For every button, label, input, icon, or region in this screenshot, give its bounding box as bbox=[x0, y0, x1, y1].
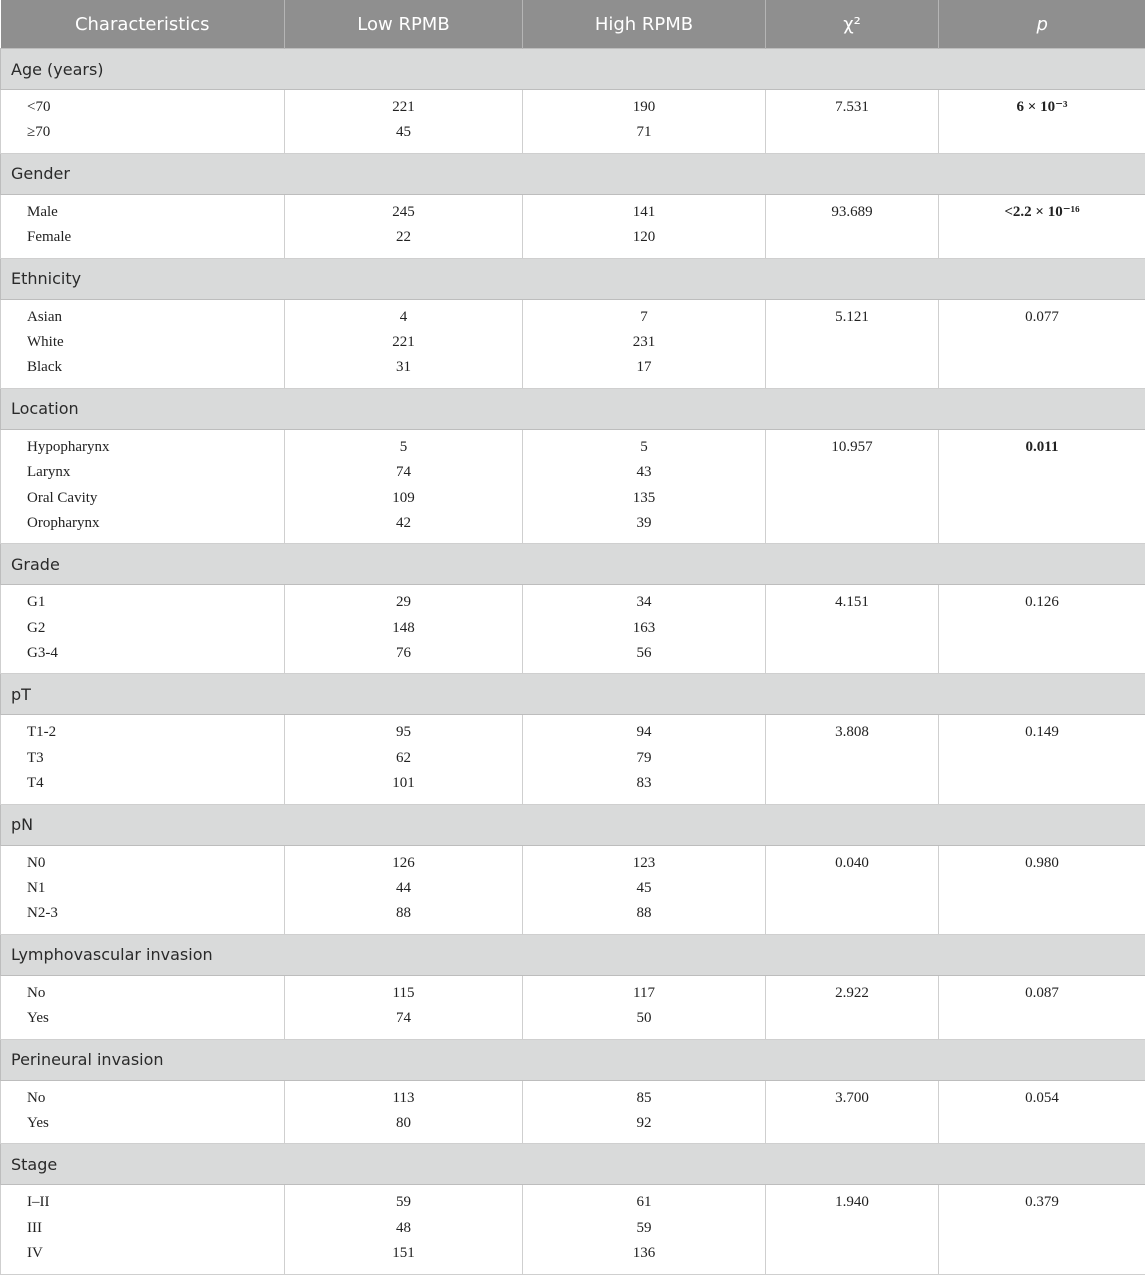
category-label-cell bbox=[1, 299, 285, 388]
section-title: Ethnicity bbox=[1, 258, 1145, 299]
high-rpmb-value: 120 bbox=[523, 225, 765, 250]
low-rpmb-value: 22 bbox=[285, 225, 522, 250]
high-rpmb-value: 17 bbox=[523, 355, 765, 380]
category-label-value: G3-4 bbox=[27, 641, 284, 666]
category-label-value: N2-3 bbox=[27, 901, 284, 926]
section-row bbox=[1, 49, 1145, 90]
p-value-cell bbox=[939, 429, 1145, 544]
section-title: pN bbox=[1, 804, 1145, 845]
p-value-cell bbox=[939, 975, 1145, 1039]
header-characteristics: Characteristics bbox=[1, 0, 285, 49]
table-row bbox=[1, 715, 1145, 804]
category-label-cell bbox=[1, 194, 285, 258]
high-rpmb-cell bbox=[523, 429, 766, 544]
p-value-value: <2.2 × 10⁻¹⁶ bbox=[939, 200, 1145, 225]
high-rpmb-value: 45 bbox=[523, 876, 765, 901]
high-rpmb-cell bbox=[523, 1185, 766, 1274]
high-rpmb-value: 71 bbox=[523, 120, 765, 145]
high-rpmb-value: 83 bbox=[523, 771, 765, 796]
high-rpmb-cell bbox=[523, 194, 766, 258]
category-label-value: Oropharynx bbox=[27, 511, 284, 536]
chi-square-value: 7.531 bbox=[766, 95, 938, 120]
low-rpmb-value: 62 bbox=[285, 746, 522, 771]
chi-square-value: 3.808 bbox=[766, 720, 938, 745]
low-rpmb-value: 4 bbox=[285, 305, 522, 330]
p-value-value: 0.011 bbox=[939, 435, 1145, 460]
high-rpmb-value: 56 bbox=[523, 641, 765, 666]
low-rpmb-value: 74 bbox=[285, 1006, 522, 1031]
low-rpmb-value: 80 bbox=[285, 1111, 522, 1136]
low-rpmb-value: 42 bbox=[285, 511, 522, 536]
category-label-value: N0 bbox=[27, 851, 284, 876]
low-rpmb-cell bbox=[285, 1185, 523, 1274]
category-label-value: G2 bbox=[27, 616, 284, 641]
chi-square-value: 0.040 bbox=[766, 851, 938, 876]
low-rpmb-value: 29 bbox=[285, 590, 522, 615]
chi-square-value: 3.700 bbox=[766, 1086, 938, 1111]
low-rpmb-cell bbox=[285, 429, 523, 544]
high-rpmb-cell bbox=[523, 845, 766, 934]
low-rpmb-value: 95 bbox=[285, 720, 522, 745]
header-row bbox=[1, 0, 1145, 49]
chi-square-value: 2.922 bbox=[766, 981, 938, 1006]
category-label-cell bbox=[1, 1185, 285, 1274]
low-rpmb-cell bbox=[285, 715, 523, 804]
low-rpmb-value: 101 bbox=[285, 771, 522, 796]
high-rpmb-value: 88 bbox=[523, 901, 765, 926]
p-value-cell bbox=[939, 90, 1145, 154]
chi-square-cell bbox=[766, 715, 939, 804]
chi-square-cell bbox=[766, 845, 939, 934]
category-label-cell bbox=[1, 975, 285, 1039]
low-rpmb-value: 151 bbox=[285, 1241, 522, 1266]
section-title: Stage bbox=[1, 1144, 1145, 1185]
low-rpmb-cell bbox=[285, 194, 523, 258]
category-label-value: Oral Cavity bbox=[27, 486, 284, 511]
low-rpmb-value: 76 bbox=[285, 641, 522, 666]
section-row bbox=[1, 674, 1145, 715]
chi-square-cell bbox=[766, 1080, 939, 1144]
low-rpmb-cell bbox=[285, 975, 523, 1039]
chi-square-value: 93.689 bbox=[766, 200, 938, 225]
category-label-value: No bbox=[27, 1086, 284, 1111]
low-rpmb-value: 148 bbox=[285, 616, 522, 641]
section-title: Gender bbox=[1, 153, 1145, 194]
high-rpmb-cell bbox=[523, 299, 766, 388]
category-label-value: N1 bbox=[27, 876, 284, 901]
chi-square-cell bbox=[766, 194, 939, 258]
high-rpmb-value: 79 bbox=[523, 746, 765, 771]
category-label-value: Asian bbox=[27, 305, 284, 330]
category-label-value: T3 bbox=[27, 746, 284, 771]
high-rpmb-value: 136 bbox=[523, 1241, 765, 1266]
high-rpmb-value: 92 bbox=[523, 1111, 765, 1136]
category-label-value: III bbox=[27, 1216, 284, 1241]
high-rpmb-value: 117 bbox=[523, 981, 765, 1006]
high-rpmb-cell bbox=[523, 1080, 766, 1144]
table-row bbox=[1, 1185, 1145, 1274]
chi-square-cell bbox=[766, 299, 939, 388]
low-rpmb-cell bbox=[285, 1080, 523, 1144]
section-row bbox=[1, 804, 1145, 845]
section-title: pT bbox=[1, 674, 1145, 715]
category-label-value: White bbox=[27, 330, 284, 355]
p-value-cell bbox=[939, 845, 1145, 934]
chi-square-value: 5.121 bbox=[766, 305, 938, 330]
table-row bbox=[1, 194, 1145, 258]
category-label-value: Larynx bbox=[27, 460, 284, 485]
low-rpmb-value: 113 bbox=[285, 1086, 522, 1111]
high-rpmb-cell bbox=[523, 90, 766, 154]
low-rpmb-value: 109 bbox=[285, 486, 522, 511]
low-rpmb-cell bbox=[285, 90, 523, 154]
section-row bbox=[1, 388, 1145, 429]
chi-square-value: 10.957 bbox=[766, 435, 938, 460]
high-rpmb-value: 50 bbox=[523, 1006, 765, 1031]
table-row bbox=[1, 975, 1145, 1039]
p-value-value: 0.054 bbox=[939, 1086, 1145, 1111]
category-label-value: Male bbox=[27, 200, 284, 225]
category-label-value: Yes bbox=[27, 1111, 284, 1136]
category-label-cell bbox=[1, 585, 285, 674]
high-rpmb-value: 39 bbox=[523, 511, 765, 536]
p-value-value: 6 × 10⁻³ bbox=[939, 95, 1145, 120]
p-value-value: 0.126 bbox=[939, 590, 1145, 615]
category-label-cell bbox=[1, 715, 285, 804]
table-row bbox=[1, 90, 1145, 154]
header-chi-square: χ² bbox=[766, 0, 939, 49]
category-label-value: Hypopharynx bbox=[27, 435, 284, 460]
high-rpmb-value: 141 bbox=[523, 200, 765, 225]
high-rpmb-value: 34 bbox=[523, 590, 765, 615]
low-rpmb-cell bbox=[285, 585, 523, 674]
category-label-value: T1-2 bbox=[27, 720, 284, 745]
category-label-cell bbox=[1, 845, 285, 934]
low-rpmb-value: 31 bbox=[285, 355, 522, 380]
header-high-rpmb: High RPMB bbox=[523, 0, 766, 49]
high-rpmb-value: 85 bbox=[523, 1086, 765, 1111]
chi-square-cell bbox=[766, 1185, 939, 1274]
p-value-cell bbox=[939, 715, 1145, 804]
section-title: Perineural invasion bbox=[1, 1039, 1145, 1080]
section-row bbox=[1, 153, 1145, 194]
category-label-cell bbox=[1, 1080, 285, 1144]
chi-square-cell bbox=[766, 429, 939, 544]
low-rpmb-value: 45 bbox=[285, 120, 522, 145]
high-rpmb-cell bbox=[523, 715, 766, 804]
high-rpmb-value: 43 bbox=[523, 460, 765, 485]
table-row bbox=[1, 845, 1145, 934]
p-value-cell bbox=[939, 1185, 1145, 1274]
p-value-cell bbox=[939, 194, 1145, 258]
low-rpmb-value: 59 bbox=[285, 1190, 522, 1215]
high-rpmb-value: 94 bbox=[523, 720, 765, 745]
high-rpmb-cell bbox=[523, 585, 766, 674]
high-rpmb-value: 7 bbox=[523, 305, 765, 330]
table-row bbox=[1, 585, 1145, 674]
section-row bbox=[1, 258, 1145, 299]
low-rpmb-cell bbox=[285, 845, 523, 934]
table-row bbox=[1, 1080, 1145, 1144]
header-low-rpmb: Low RPMB bbox=[285, 0, 523, 49]
chi-square-value: 4.151 bbox=[766, 590, 938, 615]
category-label-value: No bbox=[27, 981, 284, 1006]
high-rpmb-value: 190 bbox=[523, 95, 765, 120]
p-value-value: 0.087 bbox=[939, 981, 1145, 1006]
high-rpmb-value: 5 bbox=[523, 435, 765, 460]
section-title: Lymphovascular invasion bbox=[1, 934, 1145, 975]
low-rpmb-cell bbox=[285, 299, 523, 388]
low-rpmb-value: 126 bbox=[285, 851, 522, 876]
section-row bbox=[1, 934, 1145, 975]
category-label-value: IV bbox=[27, 1241, 284, 1266]
category-label-value: G1 bbox=[27, 590, 284, 615]
category-label-cell bbox=[1, 90, 285, 154]
table-body bbox=[1, 49, 1145, 1275]
category-label-cell bbox=[1, 429, 285, 544]
section-row bbox=[1, 1039, 1145, 1080]
high-rpmb-value: 61 bbox=[523, 1190, 765, 1215]
section-title: Age (years) bbox=[1, 49, 1145, 90]
high-rpmb-cell bbox=[523, 975, 766, 1039]
table-row bbox=[1, 299, 1145, 388]
chi-square-cell bbox=[766, 90, 939, 154]
chi-square-cell bbox=[766, 975, 939, 1039]
low-rpmb-value: 88 bbox=[285, 901, 522, 926]
section-title: Grade bbox=[1, 544, 1145, 585]
low-rpmb-value: 221 bbox=[285, 330, 522, 355]
low-rpmb-value: 221 bbox=[285, 95, 522, 120]
low-rpmb-value: 44 bbox=[285, 876, 522, 901]
low-rpmb-value: 115 bbox=[285, 981, 522, 1006]
p-value-value: 0.149 bbox=[939, 720, 1145, 745]
low-rpmb-value: 245 bbox=[285, 200, 522, 225]
p-value-value: 0.077 bbox=[939, 305, 1145, 330]
p-value-cell bbox=[939, 1080, 1145, 1144]
category-label-value: Black bbox=[27, 355, 284, 380]
category-label-value: T4 bbox=[27, 771, 284, 796]
table-row bbox=[1, 429, 1145, 544]
low-rpmb-value: 5 bbox=[285, 435, 522, 460]
category-label-value: Yes bbox=[27, 1006, 284, 1031]
header-p-value: p bbox=[939, 0, 1145, 49]
section-row bbox=[1, 1144, 1145, 1185]
p-value-value: 0.379 bbox=[939, 1190, 1145, 1215]
category-label-value: <70 bbox=[27, 95, 284, 120]
chi-square-cell bbox=[766, 585, 939, 674]
p-value-value: 0.980 bbox=[939, 851, 1145, 876]
high-rpmb-value: 135 bbox=[523, 486, 765, 511]
low-rpmb-value: 74 bbox=[285, 460, 522, 485]
high-rpmb-value: 163 bbox=[523, 616, 765, 641]
section-title: Location bbox=[1, 388, 1145, 429]
high-rpmb-value: 59 bbox=[523, 1216, 765, 1241]
p-value-cell bbox=[939, 299, 1145, 388]
p-value-cell bbox=[939, 585, 1145, 674]
high-rpmb-value: 123 bbox=[523, 851, 765, 876]
high-rpmb-value: 231 bbox=[523, 330, 765, 355]
category-label-value: Female bbox=[27, 225, 284, 250]
section-row bbox=[1, 544, 1145, 585]
category-label-value: ≥70 bbox=[27, 120, 284, 145]
chi-square-value: 1.940 bbox=[766, 1190, 938, 1215]
low-rpmb-value: 48 bbox=[285, 1216, 522, 1241]
category-label-value: I–II bbox=[27, 1190, 284, 1215]
